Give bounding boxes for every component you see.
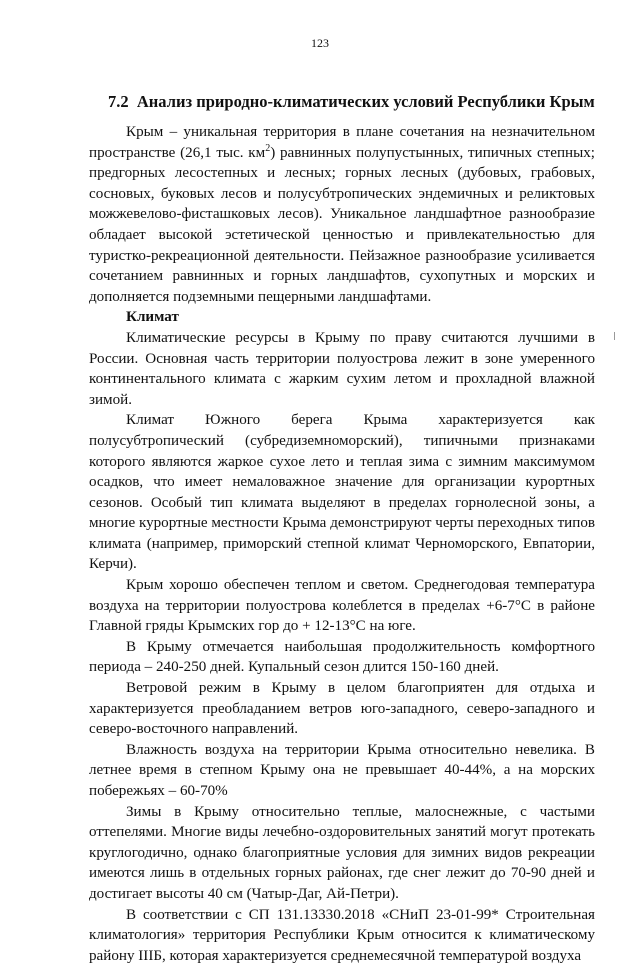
paragraph-climate-resources: Климатические ресурсы в Крыму по праву считаются лучшими в России. Основная часть территории полуострова лежит в зоне умеренного континентального климата с жарким сухим летом и прохладной влажной зимой.: [89, 329, 595, 408]
section-title: [108, 92, 595, 112]
paragraph-south-coast: Климат Южного берега Крыма характеризуется как полусубтропический (субредиземноморский), типичными признаками которого являются жаркое сухое лето и теплая зима с зимним максимумом осадков, что имеет немаловажное значение для организации курортных сезонов. Особый тип климата выделяют в пределах горнолесной зоны, а многие курортные местности Крыма демонстрируют черты переходных типов климата (например, приморский степной климат Черноморского, Евпатории, Керчи).: [89, 412, 595, 573]
section-number: 7.2: [108, 92, 129, 111]
paragraph-wind: Ветровой режим в Крыму в целом благоприятен для отдыха и характеризуется преобладанием ветров юго-западного, северо-западного и северо-восточного направлений.: [89, 680, 595, 738]
section-title-text: Анализ природно-климатических условий Республики Крым: [136, 92, 595, 111]
intro-text-start: Крым – уникальная территория в плане сочетания на незначительном пространстве (26,1 тыс. км: [89, 124, 595, 161]
page-number: 123: [311, 36, 329, 50]
body-text: [89, 122, 595, 966]
margin-mark: [614, 332, 615, 340]
intro-paragraph: [89, 122, 595, 307]
intro-text-end: ) равнинных полупустынных, типичных степных; предгорных лесостепных и лесных; горных лесных (дубовых, грабовых, сосновых, буковых лесов и полусубтропических эндемичных и реликтовых можжевелово-фисташковых лесов). Уникальное ландшафтное разнообразие обладает высокой эстетической ценностью и привлекательностью для туристко-рекреационной деятельности. Пейзажное разнообразие усиливается сочетанием равнинных и горных ландшафтов, сухопутных и морских и дополняется подземными пещерными ландшафтами.: [89, 144, 595, 305]
paragraph-humidity: Влажность воздуха на территории Крыма относительно невелика. В летнее время в степном Крыму она не превышает 40-44%, а на морских побережьях – 60-70%: [89, 741, 595, 799]
paragraph-building-code: В соответствии с СП 131.13330.2018 «СНиП 23-01-99* Строительная климатология» территория Республики Крым относится к климатическому району IIIБ, которая характеризуется среднемесячной температурой воздуха: [89, 906, 595, 964]
climate-subheading: Климат: [126, 309, 179, 326]
paragraph-temperature: Крым хорошо обеспечен теплом и светом. Среднегодовая температура воздуха на территории полуострова колеблется в пределах +6-7°С в районе Главной гряды Крымских гор до + 12-13°С на юге.: [89, 577, 595, 635]
superscript-2: 2: [265, 142, 271, 154]
paragraph-winter: Зимы в Крыму относительно теплые, малоснежные, с частыми оттепелями. Многие виды лечебно-оздоровительных занятий могут протекать круглогодично, однако благоприятные условия для зимних видов рекреации имеются лишь в отдельных горных районах, где снег лежит до 70-90 дней и достигает высоты 40 см (Чатыр-Даг, Ай-Петри).: [89, 803, 595, 902]
paragraph-comfort-period: В Крыму отмечается наибольшая продолжительность комфортного периода – 240-250 дней. Купальный сезон длится 150-160 дней.: [89, 638, 595, 676]
